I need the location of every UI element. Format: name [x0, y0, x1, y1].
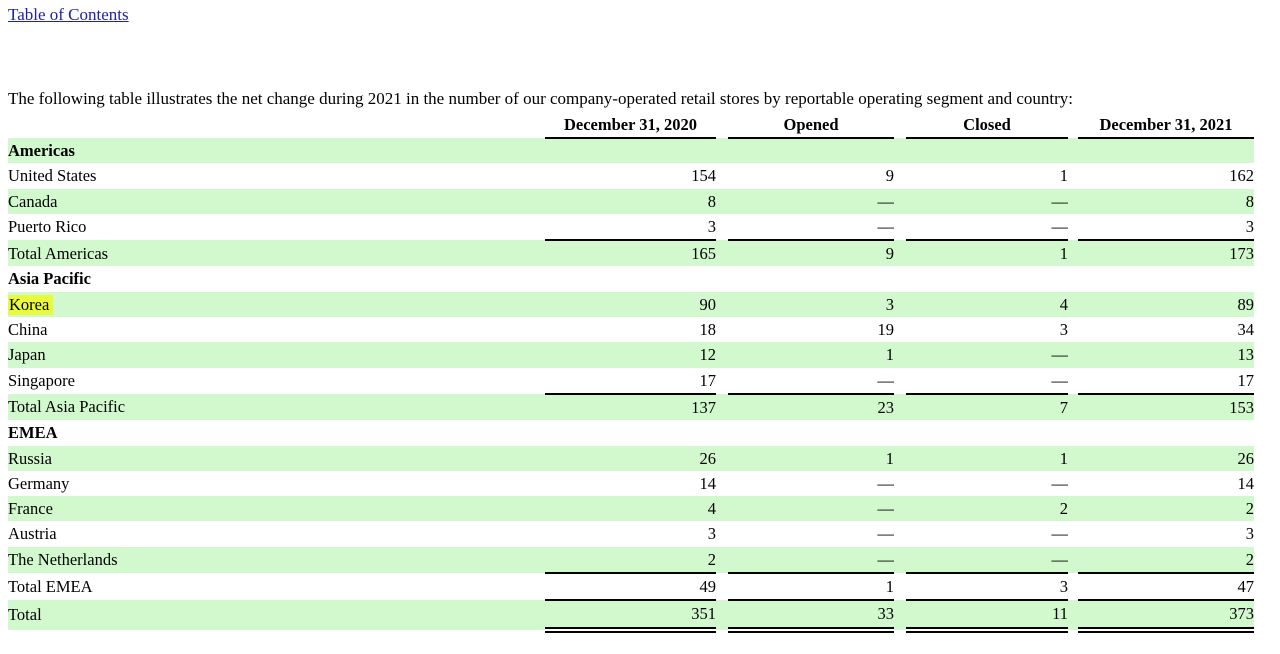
cell-value: 14 — [699, 473, 716, 493]
column-gap — [531, 189, 545, 214]
cell-value: — — [1051, 345, 1068, 365]
row-label: Puerto Rico — [8, 217, 87, 237]
cell-value: 13 — [1237, 345, 1254, 365]
column-gap — [716, 521, 728, 546]
row-label: The Netherlands — [8, 550, 118, 570]
cell-value — [728, 420, 894, 445]
cell-value: 14 — [1237, 473, 1254, 493]
cell-value: 3 — [1245, 524, 1254, 544]
row-label: Singapore — [8, 371, 75, 391]
cell-value: 89 — [1237, 294, 1254, 314]
row-label: China — [8, 320, 48, 340]
cell-value: 154 — [691, 166, 716, 186]
row-label: Japan — [8, 345, 46, 365]
column-gap — [1068, 496, 1078, 521]
table-row — [8, 138, 1254, 163]
cell-value — [1078, 138, 1254, 163]
column-gap — [716, 292, 728, 317]
row-label — [8, 292, 531, 317]
column-gap — [716, 496, 728, 521]
column-gap — [894, 521, 906, 546]
cell-value: 2 — [1078, 547, 1254, 573]
column-gap — [894, 368, 906, 394]
cell-value: — — [1051, 473, 1068, 493]
cell-value: 4 — [707, 499, 716, 519]
table-row — [8, 189, 1254, 214]
column-gap — [531, 521, 545, 546]
column-gap — [716, 189, 728, 214]
cell-value: 90 — [699, 294, 716, 314]
cell-value — [906, 138, 1068, 163]
column-header: Opened — [728, 111, 894, 138]
cell-value: 11 — [906, 600, 1068, 629]
column-gap — [894, 394, 906, 420]
row-label: Total — [8, 605, 42, 625]
column-gap — [716, 214, 728, 240]
column-gap — [894, 446, 906, 471]
column-gap — [1068, 446, 1078, 471]
row-label: Russia — [8, 448, 53, 468]
column-gap — [716, 573, 728, 600]
column-header: December 31, 2021 — [1078, 111, 1254, 138]
cell-value — [545, 420, 716, 445]
table-row — [8, 214, 1254, 240]
column-gap — [716, 138, 728, 163]
row-label: United States — [8, 166, 97, 186]
column-gap — [1068, 214, 1078, 240]
cell-value: 26 — [1237, 448, 1254, 468]
cell-value — [906, 266, 1068, 291]
row-label: Total Americas — [8, 243, 109, 263]
column-gap — [531, 342, 545, 367]
cell-value: — — [877, 524, 894, 544]
column-gap — [531, 266, 545, 291]
table-row — [8, 163, 1254, 188]
column-gap — [894, 547, 906, 573]
column-gap — [1068, 111, 1078, 138]
table-row — [8, 600, 1254, 629]
column-gap — [716, 368, 728, 394]
table-row — [8, 446, 1254, 471]
cell-value — [1078, 266, 1254, 291]
column-gap — [1068, 317, 1078, 342]
cell-value: 3 — [1059, 320, 1068, 340]
column-gap — [894, 240, 906, 266]
column-gap — [531, 138, 545, 163]
row-label: Asia Pacific — [8, 269, 91, 289]
row-label: Austria — [8, 524, 57, 544]
cell-value: 3 — [1078, 214, 1254, 240]
row-label: France — [8, 499, 53, 519]
table-row — [8, 573, 1254, 600]
cell-value: 2 — [1245, 499, 1254, 519]
column-gap — [1068, 138, 1078, 163]
cell-value: — — [1051, 524, 1068, 544]
column-gap — [894, 342, 906, 367]
cell-value: — — [906, 547, 1068, 573]
cell-value: — — [906, 214, 1068, 240]
column-gap — [1068, 547, 1078, 573]
cell-value: 18 — [699, 320, 716, 340]
column-gap — [1068, 266, 1078, 291]
cell-value: 4 — [1059, 294, 1068, 314]
column-gap — [894, 292, 906, 317]
column-gap — [894, 420, 906, 445]
column-gap — [716, 547, 728, 573]
cell-value: 1 — [728, 573, 894, 600]
column-gap — [531, 368, 545, 394]
column-gap — [1068, 163, 1078, 188]
column-gap — [531, 214, 545, 240]
column-gap — [1068, 368, 1078, 394]
column-gap — [531, 163, 545, 188]
cell-value: — — [877, 499, 894, 519]
table-row — [8, 317, 1254, 342]
column-gap — [716, 394, 728, 420]
cell-value: 1 — [1059, 166, 1068, 186]
column-gap — [1068, 420, 1078, 445]
cell-value — [545, 266, 716, 291]
column-gap — [1068, 600, 1078, 629]
cell-value: 49 — [545, 573, 716, 600]
column-gap — [531, 317, 545, 342]
cell-value: 7 — [1059, 397, 1068, 417]
cell-value: 173 — [1229, 244, 1254, 264]
cell-value: 1 — [885, 345, 894, 365]
cell-value: 26 — [699, 448, 716, 468]
column-gap — [531, 471, 545, 496]
row-label: Canada — [8, 191, 58, 211]
cell-value: — — [728, 368, 894, 394]
cell-value: 3 — [906, 573, 1068, 600]
table-row — [8, 266, 1254, 291]
cell-value: 8 — [1245, 191, 1254, 211]
column-gap — [1068, 292, 1078, 317]
cell-value: 9 — [885, 166, 894, 186]
table-row — [8, 240, 1254, 266]
cell-value: 47 — [1078, 573, 1254, 600]
column-gap — [1068, 342, 1078, 367]
column-gap — [894, 496, 906, 521]
column-gap — [531, 496, 545, 521]
column-gap — [1068, 189, 1078, 214]
column-gap — [894, 214, 906, 240]
column-gap — [531, 547, 545, 573]
cell-value: 1 — [1059, 448, 1068, 468]
cell-value: 3 — [545, 214, 716, 240]
column-gap — [716, 266, 728, 291]
column-gap — [894, 163, 906, 188]
column-gap — [1068, 471, 1078, 496]
column-gap — [716, 163, 728, 188]
column-gap — [531, 420, 545, 445]
column-gap — [894, 189, 906, 214]
cell-value: 2 — [1059, 499, 1068, 519]
cell-value: 8 — [707, 191, 716, 211]
table-of-contents-link[interactable]: Table of Contents — [8, 5, 129, 24]
column-gap — [894, 471, 906, 496]
table-header-row — [8, 111, 1254, 138]
table-row — [8, 420, 1254, 445]
column-gap — [716, 446, 728, 471]
cell-value — [545, 138, 716, 163]
column-gap — [894, 111, 906, 138]
table-row — [8, 471, 1254, 496]
column-gap — [531, 600, 545, 629]
column-gap — [531, 573, 545, 600]
column-gap — [1068, 573, 1078, 600]
row-label: Total EMEA — [8, 577, 93, 597]
store-count-table — [8, 111, 1254, 633]
cell-value: 1 — [885, 448, 894, 468]
column-gap — [1068, 394, 1078, 420]
cell-value: — — [877, 191, 894, 211]
column-gap — [894, 600, 906, 629]
cell-value: — — [877, 473, 894, 493]
cell-value: — — [728, 547, 894, 573]
column-header: December 31, 2020 — [545, 111, 716, 138]
row-label: Americas — [8, 141, 75, 160]
cell-value: 165 — [691, 244, 716, 264]
cell-value: 34 — [1237, 320, 1254, 340]
column-gap — [716, 317, 728, 342]
column-gap — [716, 111, 728, 138]
cell-value — [728, 266, 894, 291]
table-row — [8, 496, 1254, 521]
column-gap — [1068, 521, 1078, 546]
column-gap — [894, 266, 906, 291]
column-gap — [716, 420, 728, 445]
cell-value: 9 — [885, 244, 894, 264]
table-row — [8, 342, 1254, 367]
column-gap — [716, 240, 728, 266]
column-header: Closed — [906, 111, 1068, 138]
cell-value — [906, 420, 1068, 445]
table-row — [8, 547, 1254, 573]
cell-value — [1078, 420, 1254, 445]
label-column-header — [8, 111, 531, 138]
cell-value — [728, 138, 894, 163]
cell-value: 153 — [1229, 397, 1254, 417]
table-row — [8, 521, 1254, 546]
cell-value: 33 — [728, 600, 894, 629]
column-gap — [1068, 240, 1078, 266]
cell-value: 3 — [885, 294, 894, 314]
column-gap — [531, 111, 545, 138]
cell-value: 17 — [1078, 368, 1254, 394]
cell-value: 19 — [877, 320, 894, 340]
table-row — [8, 292, 1254, 317]
column-gap — [894, 317, 906, 342]
cell-value: 2 — [545, 547, 716, 573]
column-gap — [716, 471, 728, 496]
column-gap — [716, 342, 728, 367]
cell-value: 1 — [1059, 244, 1068, 264]
cell-value: 12 — [699, 345, 716, 365]
table-row — [8, 368, 1254, 394]
column-gap — [716, 600, 728, 629]
column-gap — [894, 573, 906, 600]
cell-value: 3 — [707, 524, 716, 544]
column-gap — [531, 394, 545, 420]
intro-text: The following table illustrates the net change during 2021 in the number of our company-operated retail stores by reportable operating segment and country: — [8, 89, 1074, 108]
cell-value: 351 — [545, 600, 716, 629]
column-gap — [531, 446, 545, 471]
column-gap — [531, 240, 545, 266]
cell-value: 162 — [1229, 166, 1254, 186]
cell-value: — — [1051, 191, 1068, 211]
row-label: Total Asia Pacific — [8, 397, 126, 417]
table-row — [8, 394, 1254, 420]
cell-value: 137 — [691, 397, 716, 417]
row-label: EMEA — [8, 423, 58, 443]
row-label: Germany — [8, 473, 70, 493]
cell-value: — — [728, 214, 894, 240]
cell-value: — — [906, 368, 1068, 394]
highlighted-text: Korea — [8, 295, 53, 315]
cell-value: 23 — [877, 397, 894, 417]
column-gap — [894, 138, 906, 163]
cell-value: 373 — [1078, 600, 1254, 629]
column-gap — [531, 292, 545, 317]
cell-value: 17 — [545, 368, 716, 394]
